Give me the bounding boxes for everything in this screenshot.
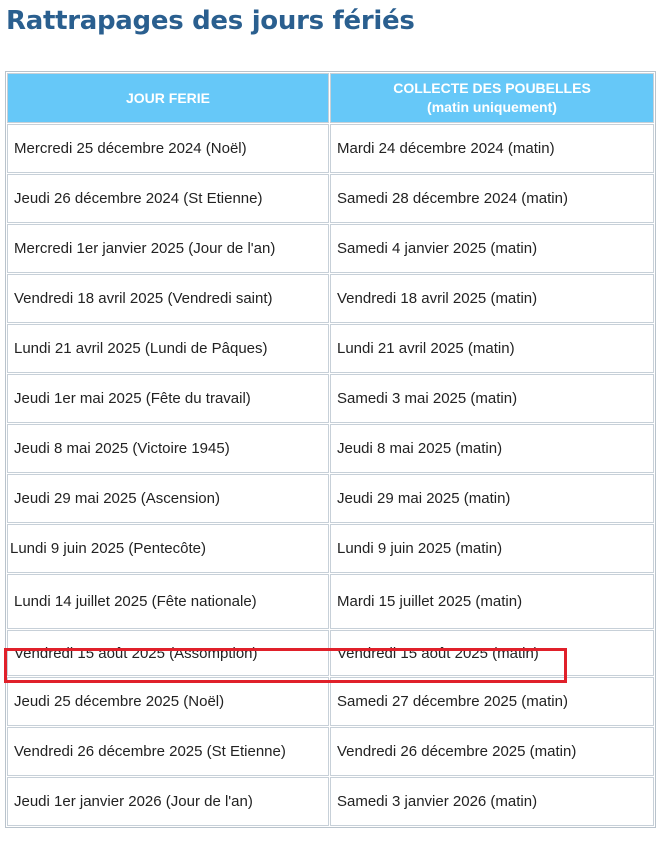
holiday-cell: Jeudi 1er mai 2025 (Fête du travail) xyxy=(7,374,329,423)
holiday-cell: Mercredi 1er janvier 2025 (Jour de l'an) xyxy=(7,224,329,273)
table-row xyxy=(7,174,654,223)
holiday-cell: Jeudi 26 décembre 2024 (St Etienne) xyxy=(7,174,329,223)
collection-cell: Vendredi 15 août 2025 (matin) xyxy=(330,630,654,676)
header-holiday xyxy=(7,73,329,123)
page-title: Rattrapages des jours fériés xyxy=(6,6,415,36)
collection-cell: Lundi 21 avril 2025 (matin) xyxy=(330,324,654,373)
table-row xyxy=(7,124,654,173)
holiday-cell: Jeudi 8 mai 2025 (Victoire 1945) xyxy=(7,424,329,473)
table-row-highlighted xyxy=(7,630,654,676)
collection-cell: Samedi 4 janvier 2025 (matin) xyxy=(330,224,654,273)
table-row xyxy=(7,524,654,573)
table-row xyxy=(7,574,654,629)
table-header-row xyxy=(7,73,654,123)
collection-cell: Samedi 27 décembre 2025 (matin) xyxy=(330,677,654,726)
holiday-cell: Lundi 14 juillet 2025 (Fête nationale) xyxy=(7,574,329,629)
holiday-cell: Vendredi 26 décembre 2025 (St Etienne) xyxy=(7,727,329,776)
collection-cell: Samedi 3 mai 2025 (matin) xyxy=(330,374,654,423)
table-row xyxy=(7,777,654,826)
collection-cell: Jeudi 29 mai 2025 (matin) xyxy=(330,474,654,523)
holiday-schedule-table xyxy=(5,71,656,828)
collection-cell: Lundi 9 juin 2025 (matin) xyxy=(330,524,654,573)
table-row xyxy=(7,474,654,523)
holiday-cell: Lundi 21 avril 2025 (Lundi de Pâques) xyxy=(7,324,329,373)
collection-cell: Mardi 24 décembre 2024 (matin) xyxy=(330,124,654,173)
table-row xyxy=(7,677,654,726)
header-holiday-label: JOUR FERIE xyxy=(125,89,210,106)
collection-cell: Jeudi 8 mai 2025 (matin) xyxy=(330,424,654,473)
header-collection xyxy=(330,73,654,123)
collection-cell: Samedi 3 janvier 2026 (matin) xyxy=(330,777,654,826)
table-row xyxy=(7,424,654,473)
header-collection-label: COLLECTE DES POUBELLES xyxy=(393,80,591,96)
holiday-cell: Jeudi 25 décembre 2025 (Noël) xyxy=(7,677,329,726)
holiday-cell: Mercredi 25 décembre 2024 (Noël) xyxy=(7,124,329,173)
collection-cell: Mardi 15 juillet 2025 (matin) xyxy=(330,574,654,629)
table-row xyxy=(7,727,654,776)
table-row xyxy=(7,324,654,373)
header-collection-note: (matin uniquement) xyxy=(427,99,557,115)
table-row xyxy=(7,274,654,323)
table-row xyxy=(7,374,654,423)
collection-cell: Samedi 28 décembre 2024 (matin) xyxy=(330,174,654,223)
holiday-cell: Vendredi 18 avril 2025 (Vendredi saint) xyxy=(7,274,329,323)
collection-cell: Vendredi 26 décembre 2025 (matin) xyxy=(330,727,654,776)
collection-cell: Vendredi 18 avril 2025 (matin) xyxy=(330,274,654,323)
holiday-cell: Vendredi 15 août 2025 (Assomption) xyxy=(7,630,329,676)
holiday-cell: Jeudi 1er janvier 2026 (Jour de l'an) xyxy=(7,777,329,826)
holiday-cell: Lundi 9 juin 2025 (Pentecôte) xyxy=(7,524,329,573)
holiday-cell: Jeudi 29 mai 2025 (Ascension) xyxy=(7,474,329,523)
table-row xyxy=(7,224,654,273)
